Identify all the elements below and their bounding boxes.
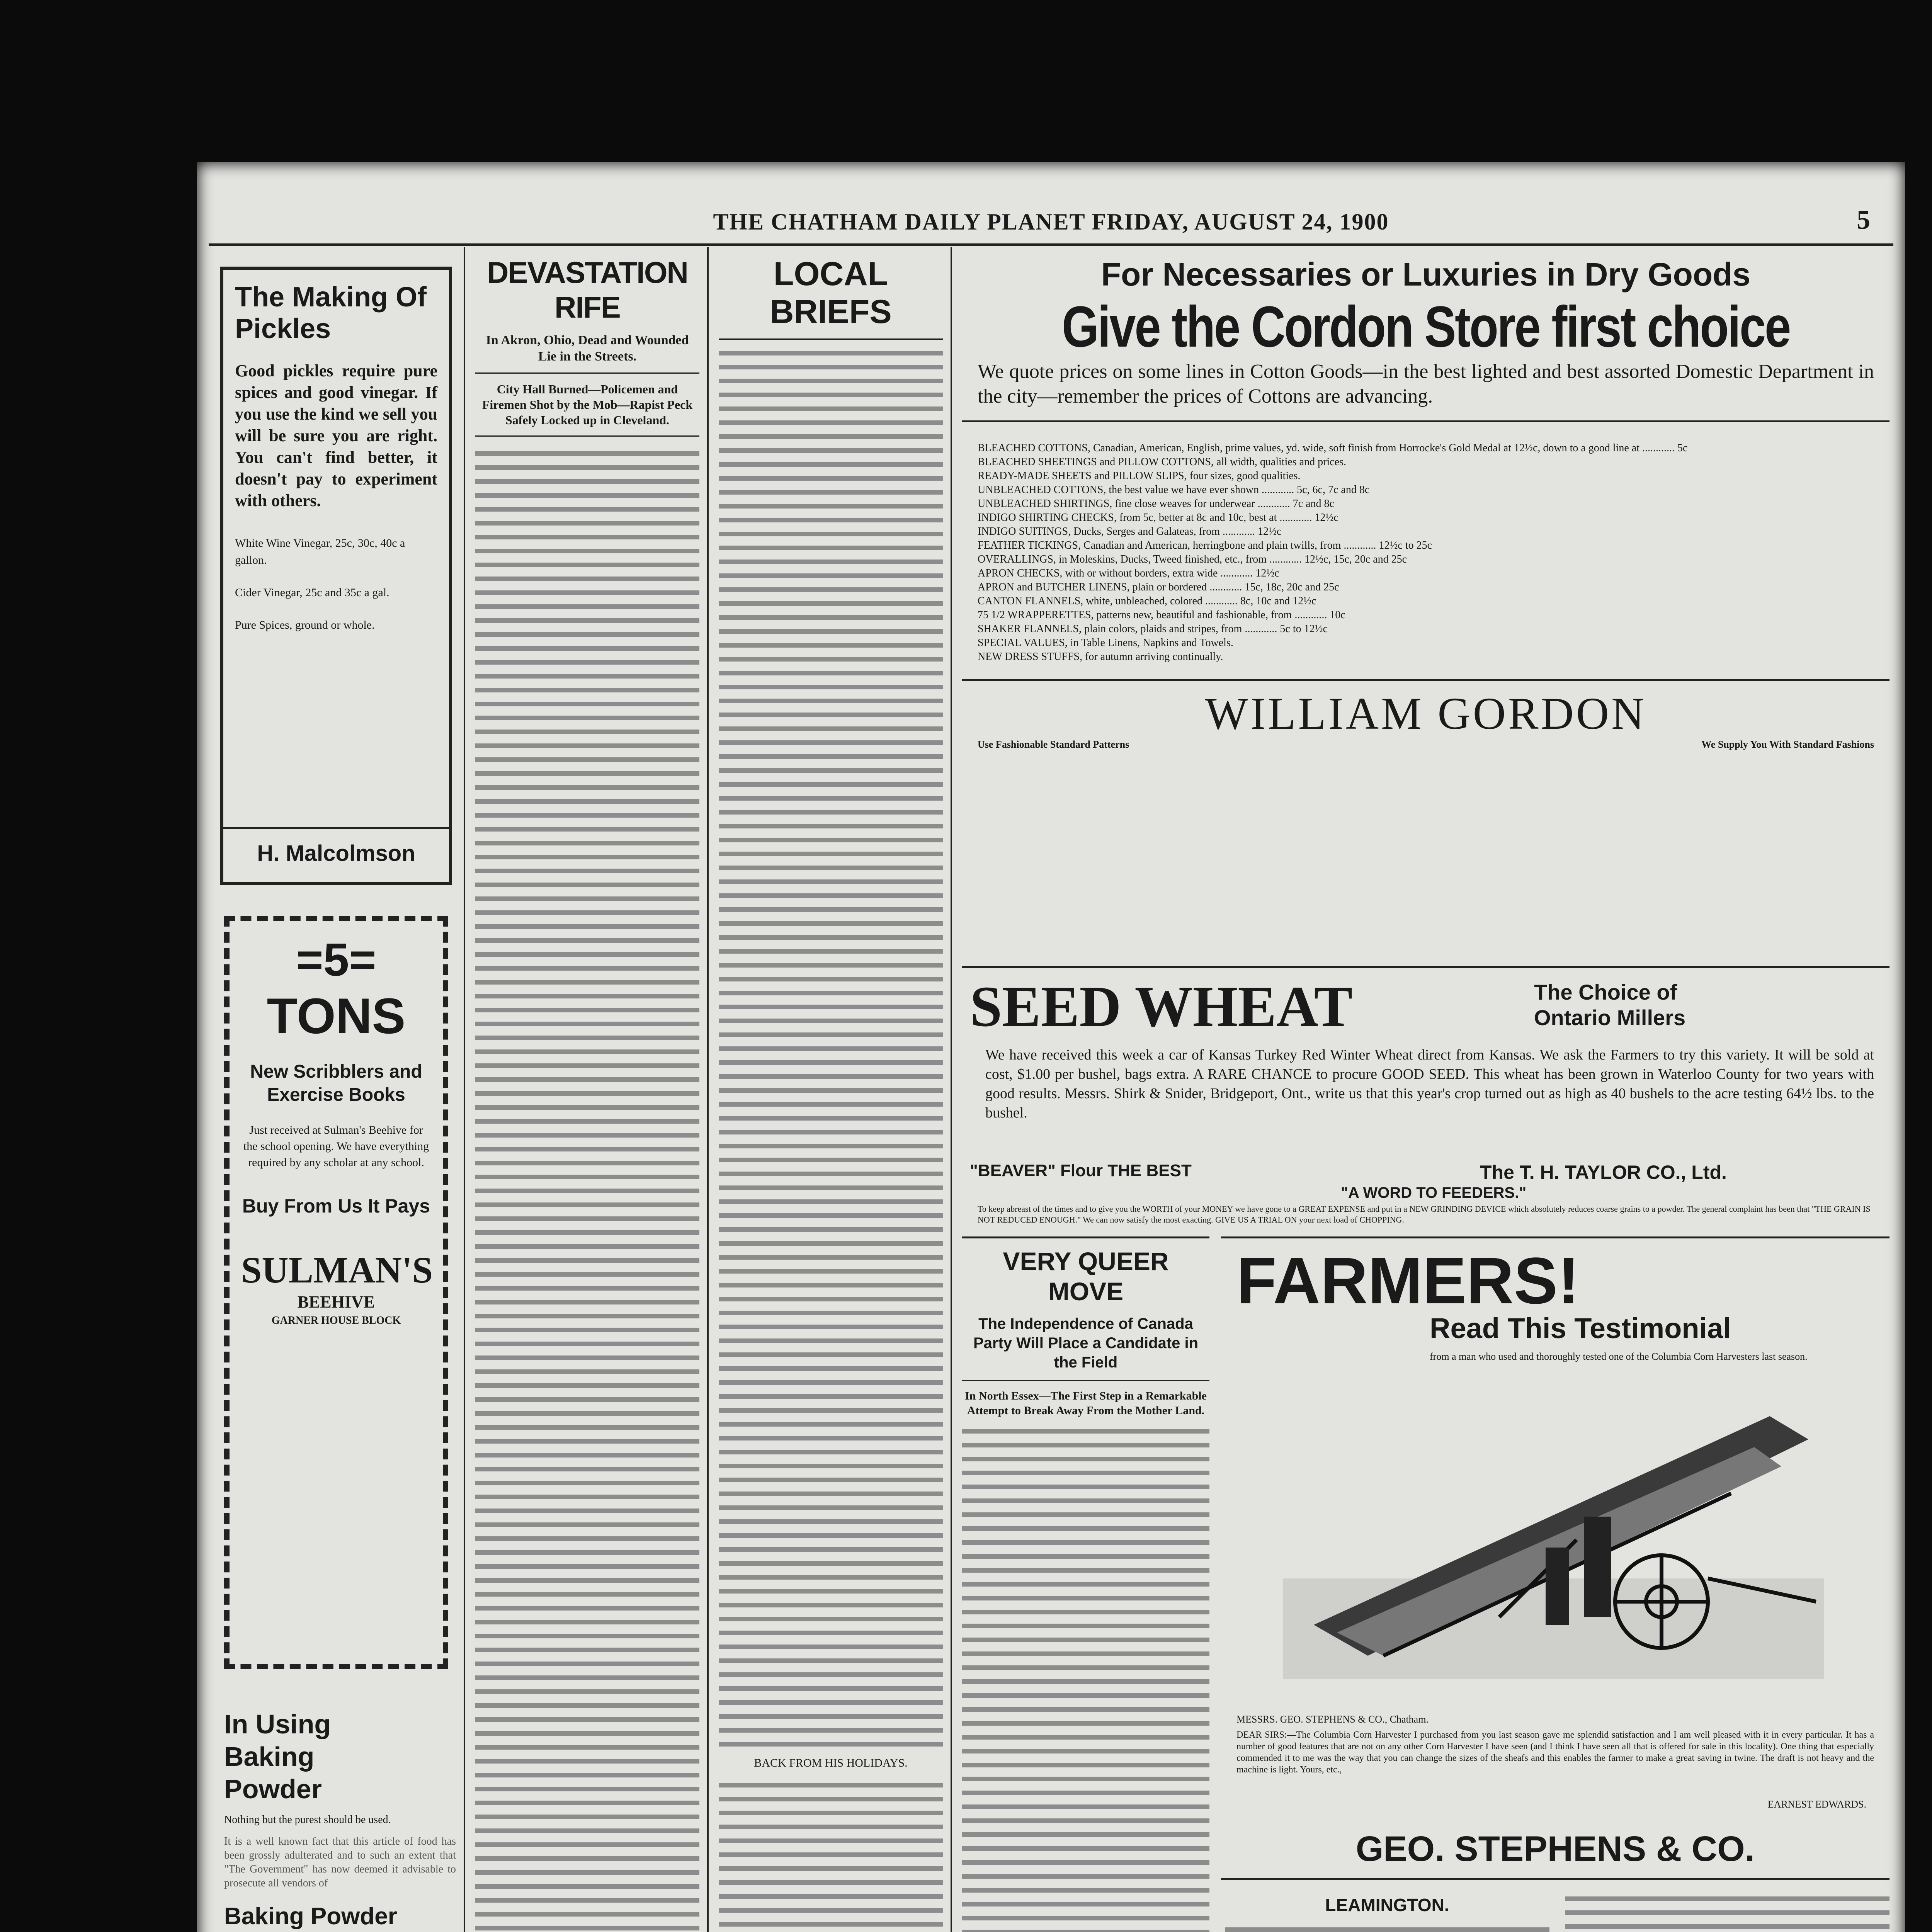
farmers-signature: EARNEST EDWARDS. (1767, 1799, 1866, 1810)
leamington-text (1225, 1924, 1549, 1932)
farmers-sub: Read This Testimonial (1430, 1312, 1731, 1344)
baking-title: In Using Baking Powder (224, 1709, 331, 1804)
pickles-item: Cider Vinegar, 25c and 35c a gal. (235, 586, 389, 599)
newspaper-page (197, 162, 1905, 1932)
price-line: SHAKER FLANNELS, plain colors, plaids and stripes, from ............ 5c to 12½c (978, 623, 1328, 635)
devastation-deck: City Hall Burned—Policemen and Firemen Shot by the Mob—Rapist Peck Safely Locked up in Cleveland. (475, 381, 699, 437)
sulman-block: GARNER HOUSE BLOCK (271, 1315, 401, 1327)
farmers-intro: from a man who used and thoroughly tested one of the Columbia Corn Harvesters last season. (1430, 1351, 1808, 1362)
pickles-body: Good pickles require pure spices and good vinegar. If you use the kind we sell you will be sure you are right. You can't find better, it doesn't pay to experiment with others. (235, 361, 437, 510)
sulman-slogan: Buy From Us It Pays (242, 1195, 430, 1217)
local-briefs (719, 255, 943, 1932)
holidays-headline: BACK FROM HIS HOLIDAYS. (754, 1757, 908, 1769)
masthead-rule (209, 243, 1893, 246)
baking-body: It is a well known fact that this article of food has been grossly adulterated and to such an extent that "The Government" has now deemed it advisable to prosecute all vendors of (224, 1835, 456, 1889)
baking-headline: Baking Powder (224, 1903, 397, 1930)
seed-wheat-body: We have received this week a car of Kansas Turkey Red Winter Wheat direct from Kansas. We ask the Farmers to try this variety. It will be sold at cost, $1.00 per bushel, bags extra. A RARE CHANCE to procure GOOD SEED. This wheat has been grown in Waterloo County for two years with good results. Messrs. Shirk & Snider, Bridgeport, Ont., write us that this year's crop turned out as high as 40 bushels to the acre testing 64½ lbs. to the bushel. (985, 1047, 1874, 1121)
baking-intro: Nothing but the purest should be used. (224, 1814, 391, 1826)
price-line: OVERALLINGS, in Moleskins, Ducks, Tweed finished, etc., from ............ 12½c, 15c, 20c and 25c (978, 553, 1407, 565)
price-line: APRON CHECKS, with or without borders, extra wide ............ 12½c (978, 567, 1279, 579)
devastation-article (475, 255, 699, 1932)
pickles-merchant: H. Malcolmson (223, 827, 449, 866)
leamington-text (1565, 1893, 1889, 1932)
sulman-tons: TONS (267, 988, 406, 1044)
price-line: BLEACHED COTTONS, Canadian, American, English, prime values, yd. wide, soft finish from Horrocke's Gold Medal at 12½c, down to a good line at ............ 5c (978, 442, 1688, 454)
devastation-body-text (475, 448, 699, 1932)
taylor-company: The T. H. TAYLOR CO., Ltd. (1480, 1162, 1727, 1183)
feeders-slogan: "A WORD TO FEEDERS." (1341, 1184, 1527, 1201)
pickles-item: Pure Spices, ground or whole. (235, 619, 375, 631)
gordon-intro: We quote prices on some lines in Cotton Goods—in the best lighted and best assorted Domestic Department in the city—remember the prices of Cottons are advancing. (978, 361, 1874, 407)
queer-move-text (962, 1426, 1209, 1932)
pickles-ad (220, 267, 452, 885)
price-line: INDIGO SUITINGS, Ducks, Serges and Galateas, from ............ 12½c (978, 526, 1282, 537)
price-line: APRON and BUTCHER LINENS, plain or bordered ............ 15c, 18c, 20c and 25c (978, 581, 1339, 593)
masthead: THE CHATHAM DAILY PLANET FRIDAY, AUGUST 24, 1900 (713, 209, 1389, 235)
price-line: SPECIAL VALUES, in Table Linens, Napkins and Towels. (978, 637, 1233, 649)
queer-move-deck: In North Essex—The First Step in a Remarkable Attempt to Break Away From the Mother Land. (965, 1389, 1207, 1417)
local-briefs-headline: LOCAL BRIEFS (719, 255, 943, 340)
page-number: 5 (1857, 205, 1870, 235)
pickles-item: White Wine Vinegar, 25c, 30c, 40c a gallon. (235, 537, 405, 566)
gordon-top-line: For Necessaries or Luxuries in Dry Goods (1101, 256, 1751, 293)
price-line: NEW DRESS STUFFS, for autumn arriving continually. (978, 651, 1223, 663)
price-line: 75 1/2 WRAPPERETTES, patterns new, beautiful and fashionable, from ............ 10c (978, 609, 1345, 621)
seed-wheat-headline: SEED WHEAT (970, 975, 1353, 1039)
leamington-headline: LEAMINGTON. (1325, 1895, 1449, 1915)
gordon-headline: Give the Cordon Store first choice (1061, 294, 1790, 359)
farmers-ad (1221, 1236, 1889, 1818)
price-line: UNBLEACHED COTTONS, the best value we have ever shown ............ 5c, 6c, 7c and 8c (978, 484, 1370, 496)
column-rule (464, 247, 465, 1932)
farmers-letter: DEAR SIRS:—The Columbia Corn Harvester I purchased from you last season gave me splendid satisfaction and I am well pleased with it in every particular. It has a number of good features that are not on any other Corn Harvester I have seen (and I think I have seen all that is offered for sale in this locality). One thing that especially commended it to me was the way that you can change the sizes of the sheafs and this enables the farmer to make a great saving in twine. The draft is not heavy and the machine is light. Yours, etc., (1236, 1730, 1874, 1775)
price-line: UNBLEACHED SHIRTINGS, fine close weaves for underwear ............ 7c and 8c (978, 498, 1334, 510)
gordon-left-note: Use Fashionable Standard Patterns (978, 739, 1129, 750)
sulman-books: New Scribblers and Exercise Books (250, 1061, 422, 1105)
devastation-deck: In Akron, Ohio, Dead and Wounded Lie in the Streets. (475, 332, 699, 374)
price-line: READY-MADE SHEETS and PILLOW SLIPS, four sizes, good qualities. (978, 470, 1301, 482)
sulman-five: =5= (296, 934, 376, 986)
gordon-merchant: WILLIAM GORDON (1205, 688, 1647, 739)
price-line: CANTON FLANNELS, white, unbleached, colored ............ 8c, 10c and 12½c (978, 595, 1316, 607)
feeders-text: To keep abreast of the times and to give you the WORTH of your MONEY we have gone to a GREAT EXPENSE and put in a NEW GRINDING DEVICE which absolutely reduces coarse grains to a powder. The general complaint has been that "THE GRAIN IS NOT REDUCED ENOUGH." We can now satisfy the most exacting. GIVE US A TRIAL ON your next load of CHOPPING. (978, 1204, 1871, 1225)
leamington-article (1225, 1893, 1549, 1932)
farmers-headline: FARMERS! (1236, 1244, 1580, 1318)
sulman-beehive: BEEHIVE (297, 1293, 375, 1311)
seed-wheat-ad (962, 966, 1889, 1225)
gordon-ad (962, 255, 1889, 954)
gordon-right-note: We Supply You With Standard Fashions (1701, 739, 1874, 750)
sulman-text: Just received at Sulman's Beehive for the school opening. We have everything required by any scholar at any school. (243, 1124, 429, 1169)
gordon-price-list (962, 434, 1889, 672)
seed-wheat-side: The Choice of Ontario Millers (1534, 980, 1686, 1030)
price-line: INDIGO SHIRTING CHECKS, from 5c, better at 8c and 10c, best at ............ 12½c (978, 512, 1338, 524)
sulman-name: SULMAN'S (241, 1249, 433, 1291)
farmers-addressee: MESSRS. GEO. STEPHENS & CO., Chatham. (1236, 1714, 1429, 1725)
local-briefs-text (719, 348, 943, 1747)
queer-move-article (962, 1236, 1209, 1932)
queer-move-deck: The Independence of Canada Party Will Place a Candidate in the Field (962, 1314, 1209, 1381)
queer-move-headline: VERY QUEER MOVE (1003, 1247, 1169, 1306)
corn-harvester-illustration (1267, 1385, 1847, 1702)
price-line: BLEACHED SHEETINGS and PILLOW COTTONS, all width, qualities and prices. (978, 456, 1346, 468)
column-rule (951, 247, 952, 1932)
column-rule (707, 247, 709, 1932)
baking-powder-ad (224, 1708, 456, 1932)
devastation-headline: DEVASTATION RIFE (487, 255, 688, 324)
price-line: FEATHER TICKINGS, Canadian and American, herringbone and plain twills, from ............ 12½c to 25c (978, 539, 1432, 551)
pickles-title: The Making Of Pickles (235, 282, 427, 344)
beaver-flour: "BEAVER" Flour THE BEST (970, 1161, 1192, 1180)
leamington-continued (1565, 1893, 1889, 1932)
stephens-merchant: GEO. STEPHENS & CO. (1221, 1828, 1889, 1880)
sulman-ad (224, 916, 448, 1669)
holidays-text (719, 1780, 943, 1932)
